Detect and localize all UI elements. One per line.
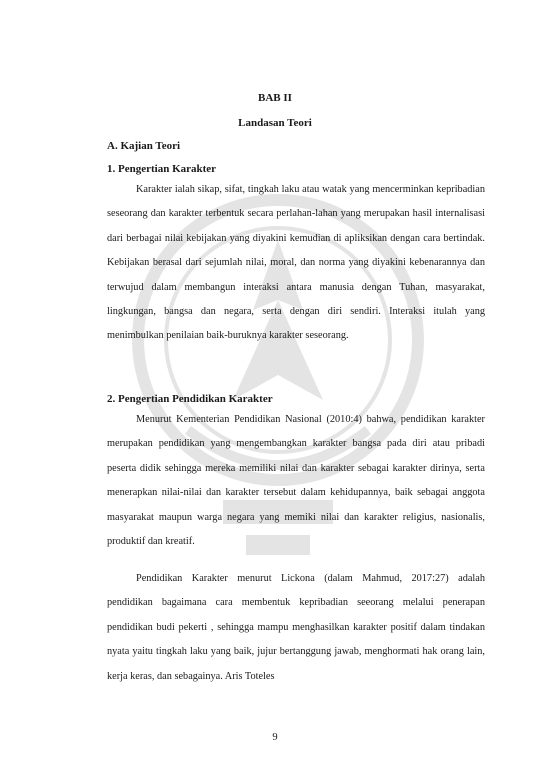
section-heading-kajian-teori: A. Kajian Teori: [107, 140, 181, 152]
page-number: 9: [272, 732, 278, 743]
subheading-pengertian-karakter: 1. Pengertian Karakter: [107, 163, 217, 175]
chapter-label: BAB II: [258, 92, 292, 104]
paragraph-lickona: Pendidikan Karakter menurut Lickona (dalam Mahmud, 2017:27) adalah pendidikan bagaimana cara membentuk kepribadian seeorang melalui penerapan pendidikan budi pekerti , sehingga mampu menghasilkan karakter positif dalam tindakan nyata yaitu tingkah laku yang baik, jujur bertanggung jawab, menghormati hak orang lain, kerja keras, dan sebagainya. Aris Toteles: [107, 573, 485, 682]
subheading-pendidikan-karakter: 2. Pengertian Pendidikan Karakter: [107, 393, 273, 405]
paragraph-pendidikan-karakter: Menurut Kementerian Pendidikan Nasional (2010:4) bahwa, pendidikan karakter merupakan pendidikan yang mengembangkan karakter bangsa pada diri atau pribadi peserta didik sehingga mereka memiliki nilai dan karakter sebagai karakter dirinya, serta menerapkan nilai-nilai dan karakter tersebut dalam kehidupannya, baik sebagai anggota masyarakat maupun warga negara yang memiki nilai dan karakter religius, nasionalis, produktif dan kreatif.: [107, 414, 485, 548]
chapter-title: Landasan Teori: [238, 117, 312, 129]
paragraph-karakter: Karakter ialah sikap, sifat, tingkah laku atau watak yang mencerminkan kepribadian seseorang dan karakter terbentuk secara perlahan-lahan yang merupakan hasil internalisasi dari berbagai nilai kebijakan yang diyakini kemudian di apliksikan dengan cara bertindak. Kebijakan berasal dari sejumlah nilai, moral, dan norma yang diyakini kebenarannya dan terwujud dalam membangun interaksi antara manusia dengan Tuhan, masyarakat, lingkungan, bangsa dan negara, serta dengan diri sendiri. Interaksi itulah yang menimbulkan penilaian baik-buruknya karakter seseorang.: [107, 184, 485, 342]
